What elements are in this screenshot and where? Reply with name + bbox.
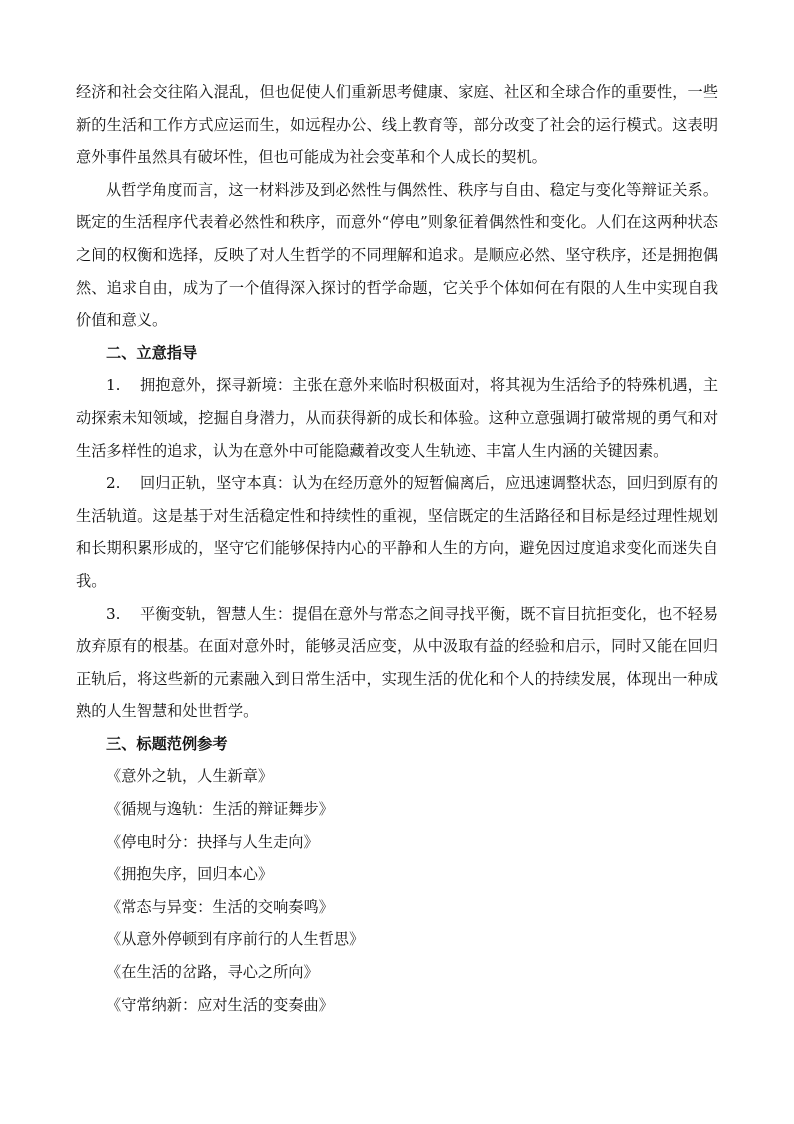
intro-paragraph-2: 从哲学角度而言，这一材料涉及到必然性与偶然性、秩序与自由、稳定与变化等辩证关系。既定的生活程序代表着必然性和秩序，而意外“停电”则象征着偶然性和变化。人们在这两种状态之间的权衡和选择，反映了对人生哲学的不同理解和追求。是顺应必然、坚守秩序，还是拥抱偶然、追求自由，成为了一个值得深入探讨的哲学命题，它关乎个体如何在有限的人生中实现自我价值和意义。 (76, 180, 718, 330)
guidance-item-3 (76, 598, 718, 728)
item-number: 1. (106, 376, 121, 395)
item-number: 2. (106, 474, 121, 493)
guidance-item-1 (76, 369, 718, 467)
title-example: 《在生活的岔路，寻心之所向》 (106, 963, 319, 982)
title-example-list (76, 760, 718, 1021)
item-text: 回归正轨，坚守本真：认为在经历意外的短暂偏离后，应迅速调整状态，回归到原有的生活轨道。这是基于对生活稳定性和持续性的重视，坚信既定的生活路径和目标是经过理性规划和长期积累形成的，坚守它们能够保持内心的平静和人生的方向，避免因过度追求变化而迷失自我。 (76, 474, 718, 590)
title-example: 《从意外停顿到有序前行的人生哲思》 (106, 930, 365, 949)
title-example: 《常态与异变：生活的交响奏鸣》 (106, 897, 334, 916)
item-text: 拥抱意外，探寻新境：主张在意外来临时积极面对，将其视为生活给予的特殊机遇，主动探索未知领域，挖掘自身潜力，从而获得新的成长和体验。这种立意强调打破常规的勇气和对生活多样性的追求，认为在意外中可能隐藏着改变人生轨迹、丰富人生内涵的关键因素。 (76, 376, 718, 460)
title-example: 《停电时分：抉择与人生走向》 (106, 832, 319, 851)
intro-paragraph-1: 经济和社会交往陷入混乱，但也促使人们重新思考健康、家庭、社区和全球合作的重要性，一些新的生活和工作方式应运而生，如远程办公、线上教育等，部分改变了社会的运行模式。这表明意外事件虽然具有破坏性，但也可能成为社会变革和个人成长的契机。 (76, 83, 718, 167)
section-heading-guidance: 二、立意指导 (106, 343, 198, 362)
guidance-item-2 (76, 467, 718, 597)
title-example: 《循规与逸轨：生活的辩证舞步》 (106, 800, 334, 819)
title-example: 《意外之轨，人生新章》 (106, 767, 274, 786)
title-example: 《拥抱失序，回归本心》 (106, 865, 274, 884)
section-heading-titles: 三、标题范例参考 (106, 734, 228, 753)
item-text: 平衡变轨，智慧人生：提倡在意外与常态之间寻找平衡，既不盲目抗拒变化，也不轻易放弃原有的根基。在面对意外时，能够灵活应变，从中汲取有益的经验和启示，同时又能在回归正轨后，将这些新的元素融入到日常生活中，实现生活的优化和个人的持续发展，体现出一种成熟的人生智慧和处世哲学。 (76, 604, 718, 721)
title-example: 《守常纳新：应对生活的变奏曲》 (106, 995, 334, 1014)
item-number: 3. (106, 604, 121, 623)
